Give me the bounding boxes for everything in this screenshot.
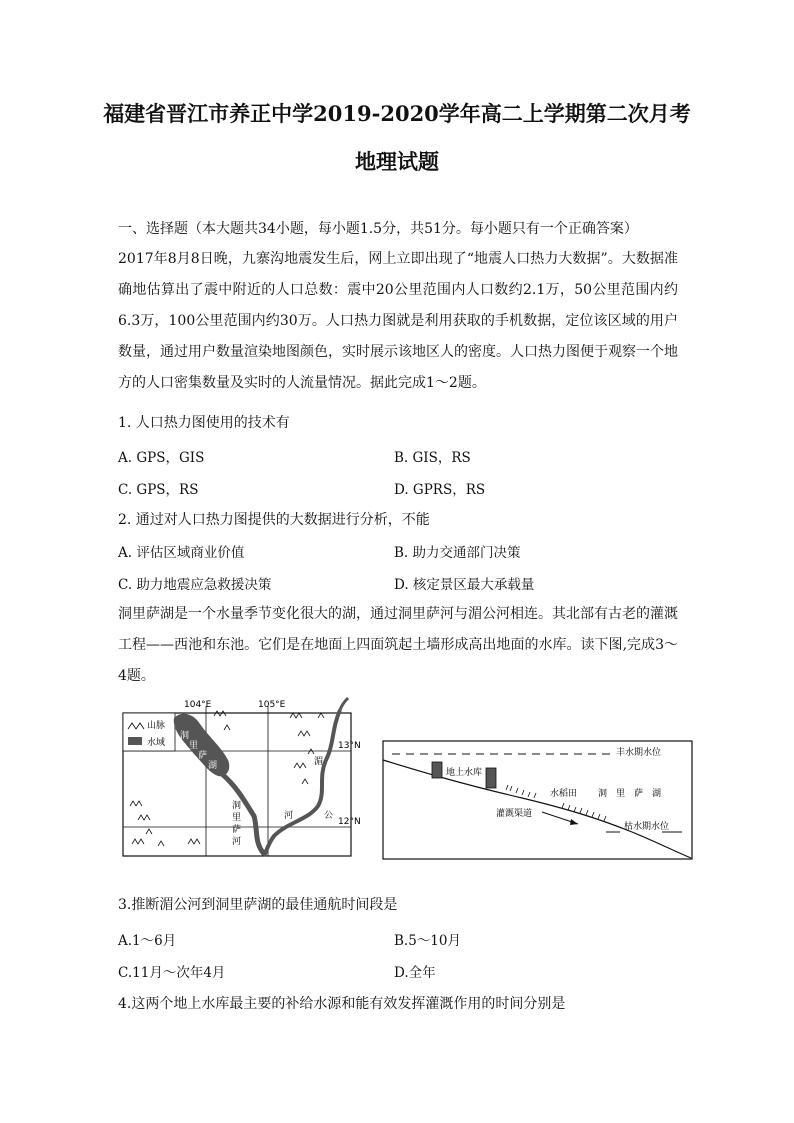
- svg-text:湄: 湄: [314, 757, 324, 767]
- lake-label: 洞 里 萨 湖: [598, 789, 662, 799]
- svg-text:里: 里: [232, 813, 242, 823]
- q3-option-a: A.1～6月: [118, 933, 177, 949]
- question-3-stem: 3.推断湄公河到洞里萨湖的最佳通航时间段是: [118, 897, 398, 913]
- question-1-stem: 1. 人口热力图使用的技术有: [118, 415, 290, 431]
- passage-1: 2017年8月8日晚，九寨沟地震发生后，网上立即出现了“地震人口热力大数据”。大数据准确地估算出了震中附近的人口总数：震中20公里范围内人口数约2.1万，50公里范围内约6.3万，100公里范围内约30万。人口热力图就是利用获取的手机数据，定位该区域的用户数量，通过用户数量渲染地图颜色，实时展示该地区人的密度。人口热力图便于观察一个地方的人口密集数量及实时的人流量情况。据此完成1～2题。: [118, 251, 678, 391]
- svg-text:洞: 洞: [232, 801, 242, 811]
- q3-option-b: B.5～10月: [394, 933, 461, 949]
- svg-text:公: 公: [324, 811, 334, 821]
- longitude-104: 104°E: [184, 700, 212, 710]
- q1-option-c: C. GPS，RS: [118, 482, 199, 498]
- reservoir-label: 地上水库: [446, 768, 483, 778]
- paddy-label: 水稻田: [550, 789, 578, 799]
- legend-water-icon: [128, 737, 142, 745]
- latitude-13: 13°N: [338, 741, 361, 751]
- page-subtitle: 地理试题: [355, 149, 439, 174]
- legend-mountain-label: 山脉: [147, 721, 166, 731]
- svg-text:河: 河: [284, 811, 294, 821]
- q3-option-c: C.11月～次年4月: [118, 965, 226, 981]
- svg-text:湖: 湖: [208, 761, 218, 771]
- q2-option-d: D. 核定景区最大承载量: [394, 577, 535, 593]
- question-2-stem: 2. 通过对人口热力图提供的大数据进行分析，不能: [118, 512, 430, 528]
- channel-label: 灌溉渠道: [496, 809, 533, 819]
- q2-option-c: C. 助力地震应急救援决策: [118, 577, 272, 593]
- q2-option-a: A. 评估区域商业价值: [118, 545, 245, 561]
- svg-text:萨: 萨: [198, 751, 208, 761]
- q2-option-b: B. 助力交通部门决策: [394, 545, 521, 561]
- q1-option-a: A. GPS，GIS: [118, 450, 205, 466]
- svg-text:河: 河: [232, 837, 242, 847]
- passage-2: 洞里萨湖是一个水量季节变化很大的湖，通过洞里萨河与湄公河相连。其北部有古老的灌溉工程——西池和东池。它们是在地面上四面筑起土墙形成高出地面的水库。读下图,完成3～4题。: [118, 606, 678, 684]
- q1-option-d: D. GPRS，RS: [394, 482, 486, 498]
- reservoir-wall-left: [432, 762, 442, 778]
- latitude-12: 12°N: [338, 817, 361, 827]
- q1-option-b: B. GIS，RS: [394, 450, 471, 466]
- q3-option-d: D.全年: [394, 965, 436, 981]
- svg-text:萨: 萨: [232, 825, 242, 835]
- page-title: 福建省晋江市养正中学2019-2020学年高二上学期第二次月考: [103, 101, 691, 126]
- high-water-label: 丰水期水位: [616, 748, 662, 758]
- tonle-sap-map: [118, 696, 361, 866]
- irrigation-profile-diagram: [382, 740, 694, 860]
- longitude-105: 105°E: [258, 700, 286, 710]
- legend-water-label: 水域: [147, 738, 166, 748]
- svg-text:洞: 洞: [180, 731, 190, 741]
- reservoir-wall-right: [486, 768, 496, 788]
- question-4-stem: 4.这两个地上水库最主要的补给水源和能有效发挥灌溉作用的时间分别是: [118, 996, 566, 1012]
- section-heading: 一、选择题（本大题共34小题，每小题1.5分，共51分。每小题只有一个正确答案）: [118, 221, 638, 237]
- svg-text:里: 里: [189, 741, 199, 751]
- low-water-label: 枯水期水位: [624, 822, 670, 832]
